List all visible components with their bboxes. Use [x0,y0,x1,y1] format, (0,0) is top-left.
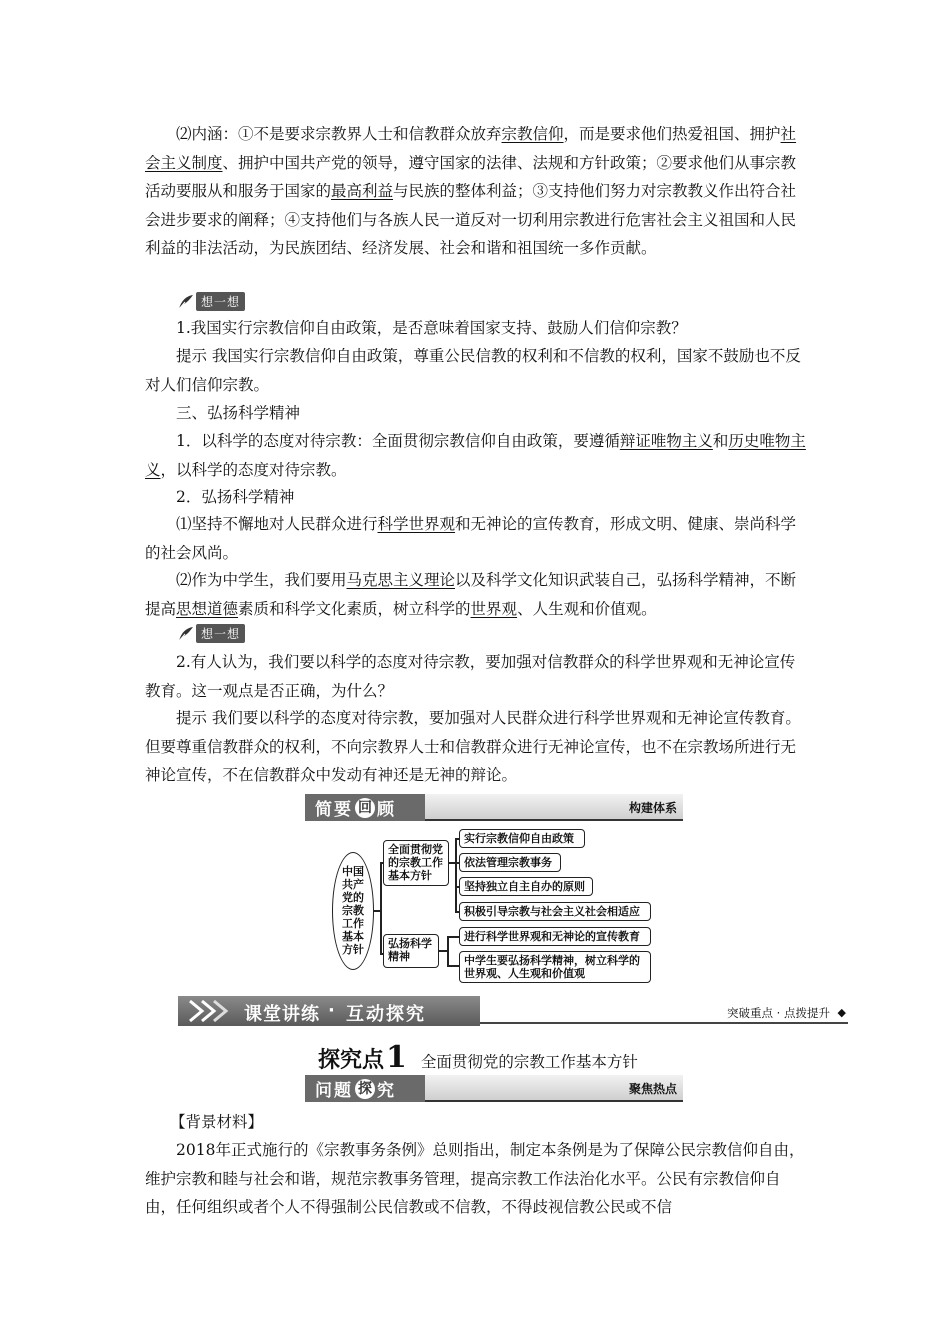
text: 与民族的整体利益；③支持他们努力对宗教教义作出符合社会进步要求的阐释；④支持他们与各族人民一道反对一切利用宗教进行危害社会主义祖国和人民利益的非法活动，为民族团结、经济发展、社会和谐和祖国统一多作贡献。 [145,182,797,257]
paragraph-3-1 [145,427,807,484]
explore-number: 1 [386,1040,407,1075]
background-material-text: 2018年正式施行的《宗教事务条例》总则指出，制定本条例是为了保障公民宗教信仰自由，维护宗教和睦与社会和谐，规范宗教事务管理，提高宗教工作法治化水平。公民有宗教信仰自由，任何组织或者个人不得强制公民信教或不信教，不得歧视信教公民或不信 [145,1141,805,1216]
banner-dark-block [178,996,480,1026]
diagram-leaf [459,877,593,896]
explore-title: 全面贯彻党的宗教工作基本方针 [420,1053,638,1071]
diagram-branch-1-text: 全面贯彻党的宗教工作基本方针 [388,843,443,882]
diagram-leaf [459,902,651,921]
banner-right-text: 互动探究 [346,1004,426,1025]
key-term: 最高利益 [331,182,394,200]
explore-point-heading [318,1040,638,1075]
key-term: 思想道德 [176,599,239,618]
diagram-leaf [459,927,651,946]
text: 以及科学文化知识武装自己，弘扬科学精神，不断提高 [145,571,797,618]
diagram-leaf-text: 积极引导宗教与社会主义社会相适应 [464,905,640,918]
text: ，而是要求他们热爱祖国、拥护 [563,125,781,143]
diagram-branch-1 [383,840,449,886]
paragraph-3-2-2 [145,566,807,623]
think-marker-2 [176,624,245,643]
explore-word: 探究点 [318,1048,385,1073]
text: 和无神论的宣传教育，形成文明、健康、崇尚科学的社会风尚。 [145,515,797,562]
background-material-label: 【背景材料】 [170,1113,264,1131]
text: ，以科学的态度对待宗教。 [160,460,347,479]
diagram-branch-2-text: 弘扬科学精神 [388,937,432,963]
key-term: 世界观 [470,599,518,618]
tag-circle-char: 探 [355,1079,375,1099]
leaf-icon [176,293,196,311]
diamond-icon: ◆ [837,1006,846,1019]
text: 、拥护中国共产党的领导，遵守国家的法律、法规和方针政策；②要求他们从事宗教活动要服从和服务于国家的 [145,153,797,200]
tag-text: 顾 [377,800,396,820]
connector [439,950,447,952]
problem-subtitle: 聚焦热点 [628,1082,677,1096]
diagram-leaf-text: 依法管理宗教事务 [464,856,552,869]
diagram-branch-2 [383,934,439,968]
tag-circle-char: 回 [355,798,375,818]
diagram-root [332,852,374,970]
key-term: 历史唯物主义 [145,432,806,479]
classroom-banner [178,996,848,1026]
diagram-leaf-text: 实行宗教信仰自由政策 [464,832,574,845]
diagram-leaf-text: 中学生要弘扬科学精神，树立科学的世界观、人生观和价值观 [464,954,640,980]
problem-section-bar [305,1075,683,1102]
key-term: 社会主义制度 [145,125,797,172]
diagram-leaf-text: 坚持独立自主自办的原则 [464,880,585,893]
connector [455,838,457,912]
think-marker-1 [176,292,245,311]
connector [447,936,449,966]
review-section-bar [305,794,683,821]
section-heading-3: 三、弘扬科学精神 [176,404,301,422]
banner-tail-text: 突破重点 · 点拨提升 [727,1006,830,1020]
leaf-icon [176,625,196,643]
paragraph-connotation [145,120,807,263]
answer-1: 提示 我国实行宗教信仰自由政策，尊重公民信教的权利和不信教的权利，国家不鼓励也不反对人们信仰宗教。 [145,347,801,394]
answer-2: 提示 我们要以科学的态度对待宗教，要加强对人民群众进行科学世界观和无神论宣传教育。但要尊重信教群众的权利，不向宗教界人士和信教群众进行无神论宣传，也不在宗教场所进行无神论宣传，不在信教群众中发动有神还是无神的辩论。 [145,709,801,784]
banner-dot: · [328,1000,335,1021]
paragraph-3-2-1 [145,510,807,567]
question-2: 2.有人认为，我们要以科学的态度对待宗教，要加强对信教群众的科学世界观和无神论宣传教育。这一观点是否正确，为什么？ [145,653,796,700]
banner-left-text: 课堂讲练 [244,1004,320,1025]
text: ⑵内涵：①不是要求宗教界人士和信教群众放弃 [176,125,502,143]
problem-tag [305,1075,425,1102]
tag-text: 简要 [315,800,353,820]
connector [380,862,382,954]
diagram-root-text: 中国共产党的宗教工作基本方针 [342,865,364,956]
question-1: 1.我国实行宗教信仰自由政策，是否意味着国家支持、鼓励人们信仰宗教？ [176,319,687,337]
diagram-leaf [459,853,561,872]
text: 1．以科学的态度对待宗教：全面贯彻宗教信仰自由政策，要遵循 [176,432,620,450]
think-label: 想一想 [196,624,245,643]
diagram-leaf-text: 进行科学世界观和无神论的宣传教育 [464,930,640,943]
review-subtitle: 构建体系 [628,801,677,815]
subheading-3-2: 2．弘扬科学精神 [176,488,295,506]
tag-text: 问题 [315,1081,353,1101]
text: 、人生观和价值观。 [517,599,657,618]
key-term: 马克思主义理论 [346,571,456,589]
diagram-leaf [459,951,651,983]
think-label: 想一想 [196,292,245,311]
chevron-arrows-icon [188,999,236,1023]
key-term: 科学世界观 [377,515,456,533]
text: ⑵作为中学生，我们要用 [176,571,347,589]
text: ⑴坚持不懈地对人民群众进行 [176,515,378,533]
review-tag [305,794,425,821]
diagram-leaf [459,829,585,848]
tag-text: 究 [377,1081,396,1101]
text: 和 [712,432,729,450]
banner-rule [480,1022,848,1024]
text: 素质和科学文化素质，树立科学的 [238,599,471,618]
key-term: 辩证唯物主义 [619,432,713,450]
key-term: 宗教信仰 [501,125,564,143]
